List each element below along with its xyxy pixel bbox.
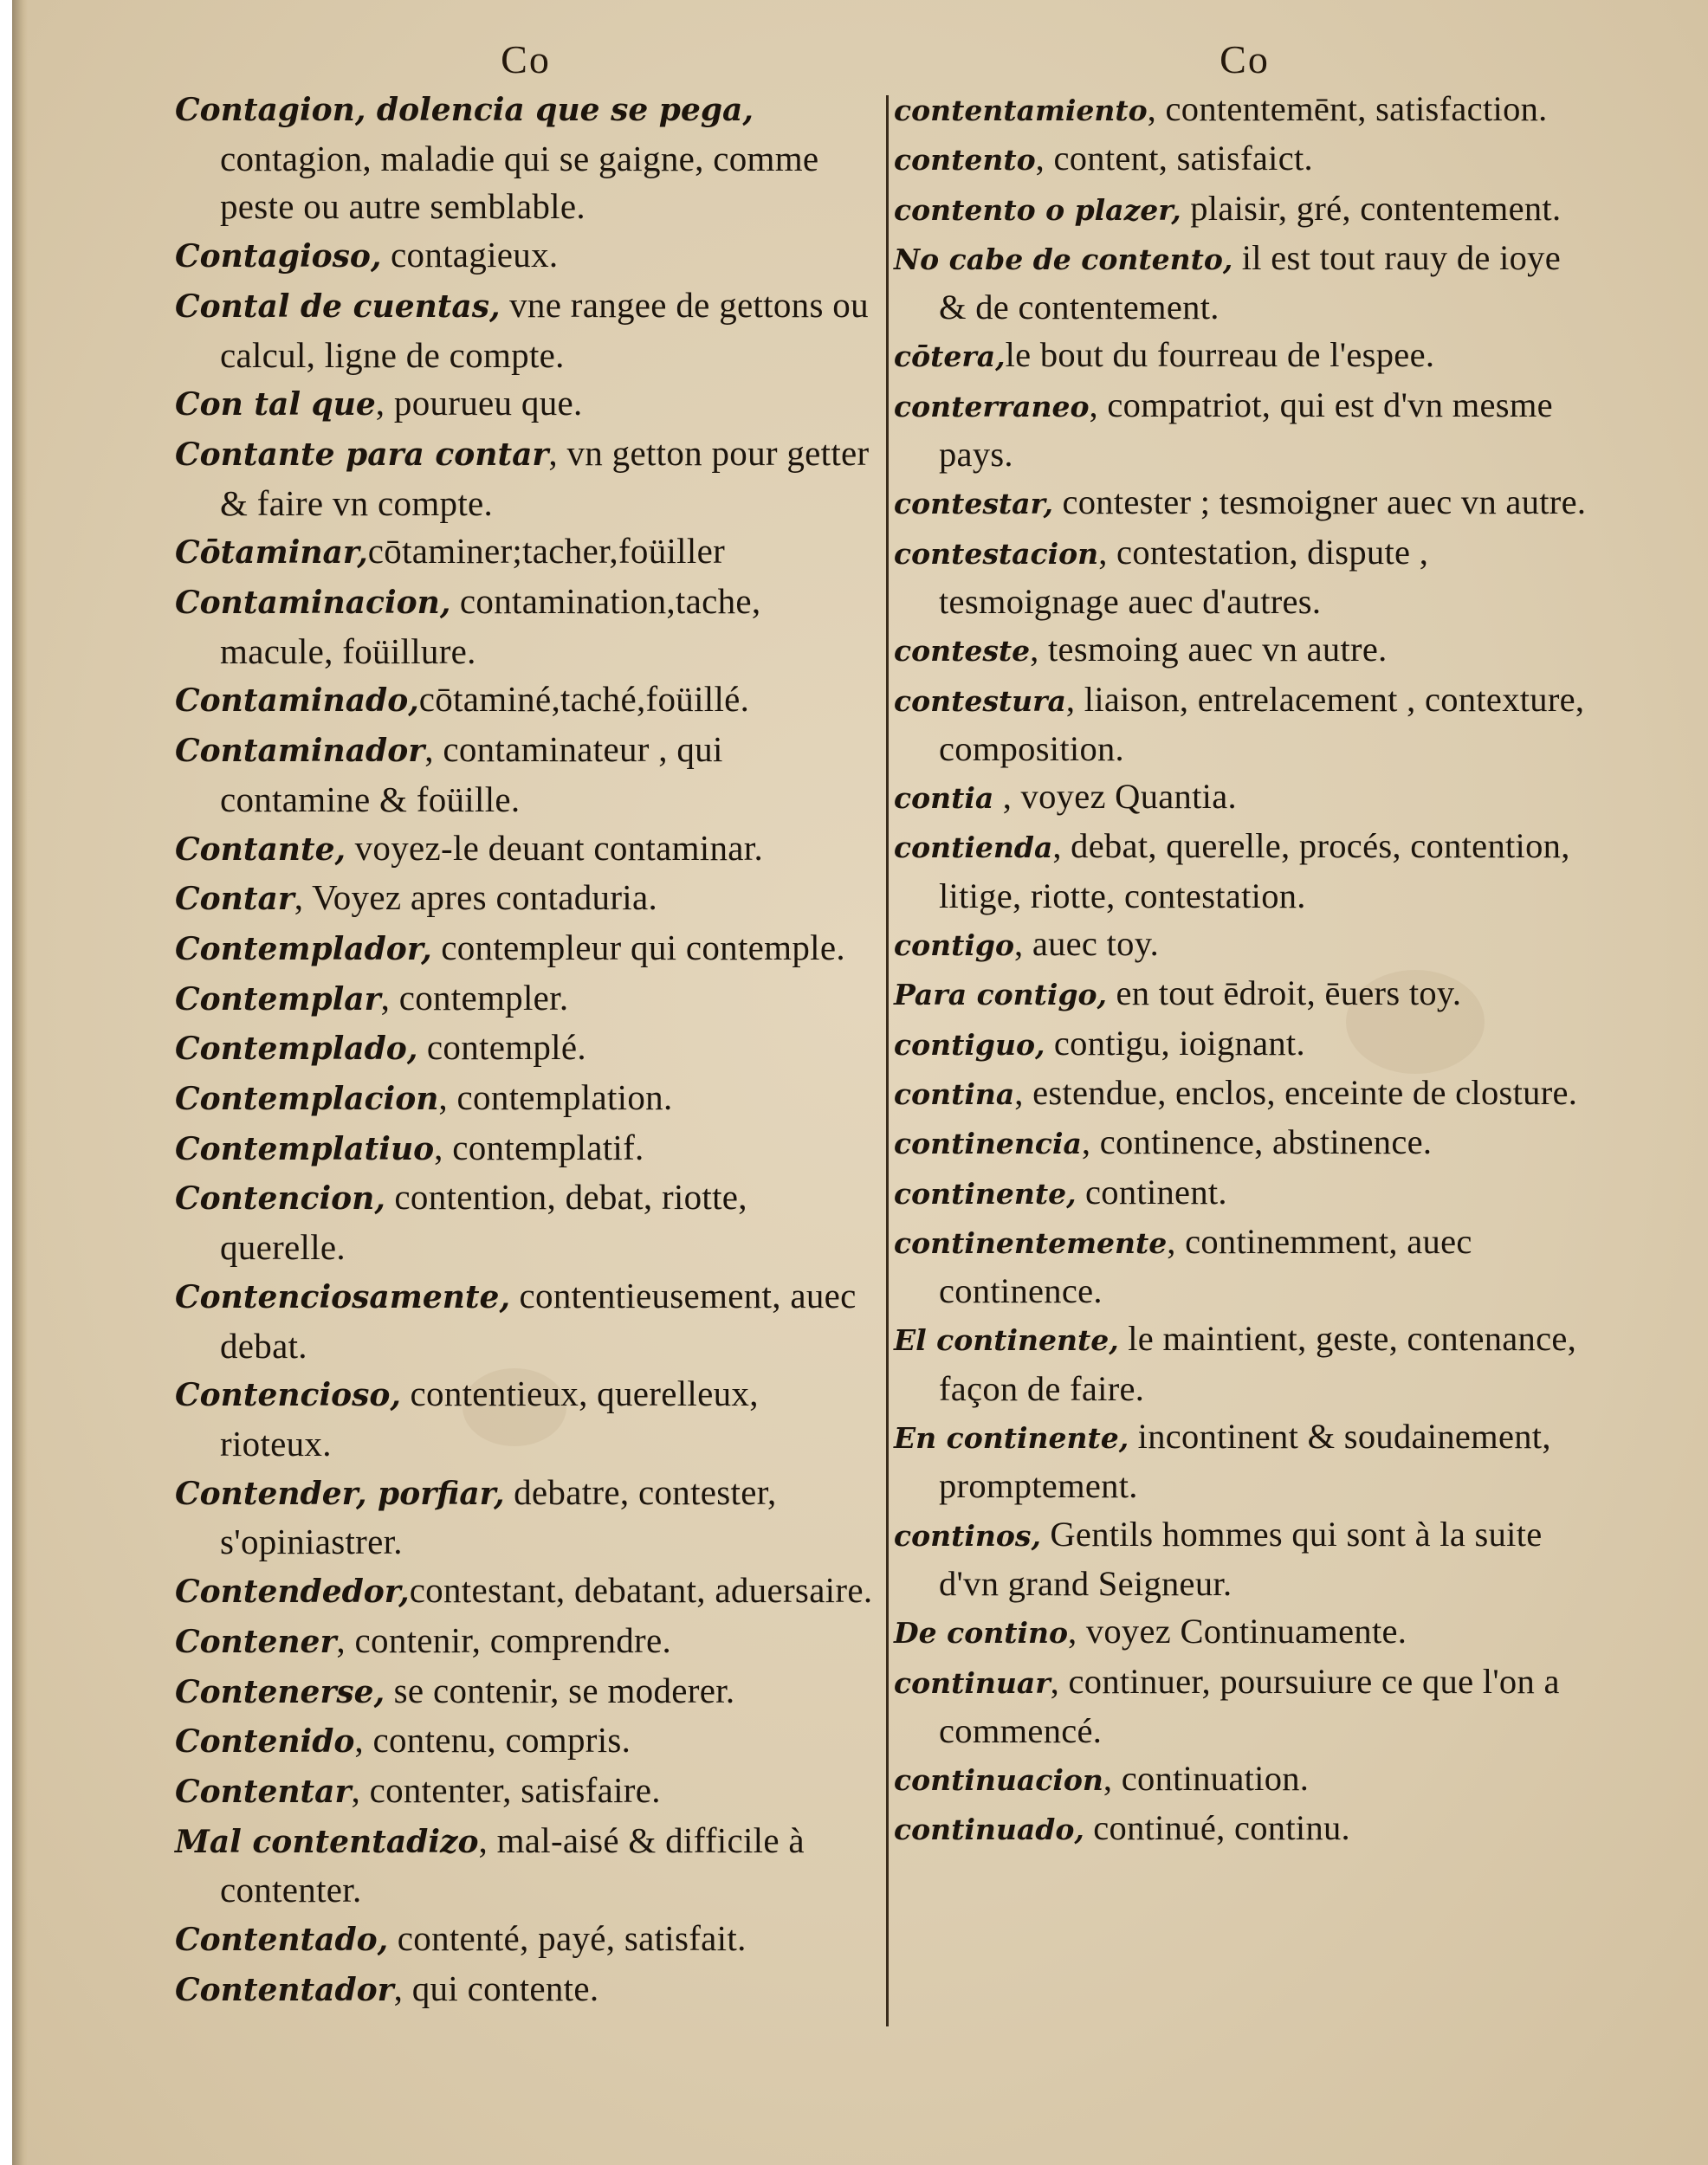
entry-headword: Contencioso, <box>175 1377 401 1414</box>
right-column-entries <box>894 85 1595 1854</box>
dictionary-entry <box>894 1658 1595 1755</box>
entry-headword: continente, <box>894 1176 1077 1211</box>
entry-definition: se contenir, se moderer. <box>385 1670 735 1710</box>
entry-headword: Contenciosamente, <box>175 1278 510 1315</box>
entry-definition: , estendue, enclos, enceinte de closture. <box>1014 1072 1578 1112</box>
dictionary-entry <box>894 1218 1595 1315</box>
entry-definition: , continemment, auec continence. <box>939 1221 1472 1311</box>
dictionary-entry <box>175 527 877 578</box>
entry-headword: Contaminacion, <box>175 585 451 622</box>
dictionary-entry <box>175 974 877 1024</box>
entry-definition: , voyez Quantia. <box>993 777 1237 817</box>
entry-definition: , contestation, dispute , tesmoignage auec d'autres. <box>939 532 1429 621</box>
entry-headword: Para contigo, <box>894 978 1108 1012</box>
dictionary-entry <box>894 822 1595 920</box>
entry-definition: cōtaminé,taché,foüillé. <box>418 679 750 720</box>
dictionary-entry <box>175 1272 877 1370</box>
entry-definition: cōtaminer;tacher,foüiller <box>367 531 726 572</box>
dictionary-entry <box>175 675 877 726</box>
entry-headword: Contar <box>175 881 294 918</box>
entry-headword: Contagioso, <box>175 238 382 275</box>
dictionary-entry <box>175 726 877 824</box>
entry-headword: Contagion, dolencia que se pega, <box>175 92 754 128</box>
dictionary-entry <box>175 1617 877 1667</box>
entry-headword: En continente, <box>894 1421 1129 1456</box>
entry-definition: vne rangee de gettons ou calcul, ligne de compte. <box>220 284 869 375</box>
dictionary-entry <box>894 1168 1595 1218</box>
entry-headword: Contencion, <box>175 1180 385 1218</box>
entry-definition: contention, debat, riotte, querelle. <box>220 1177 747 1268</box>
dictionary-entry <box>175 1817 877 1915</box>
dictionary-entry <box>175 1124 877 1174</box>
dictionary-entry <box>894 1118 1595 1167</box>
dictionary-entry <box>894 969 1595 1018</box>
page-gutter-edge <box>12 0 28 2165</box>
entry-definition: contester ; tesmoigner auec vn autre. <box>1053 482 1587 522</box>
dictionary-entry <box>894 184 1595 234</box>
entry-definition: , continuer, poursuiure ce que l'on a commencé. <box>939 1661 1560 1750</box>
entry-headword: Contaminador <box>175 733 425 770</box>
entry-definition: contentieusement, auec debat. <box>220 1275 857 1366</box>
entry-definition: , contenu, compris. <box>354 1720 631 1761</box>
entry-headword: continencia <box>894 1127 1082 1161</box>
entry-definition: , contempler. <box>380 977 569 1018</box>
dictionary-entry <box>175 1173 877 1271</box>
entry-headword: contestar, <box>894 487 1054 521</box>
entry-headword: Contemplador, <box>175 930 432 967</box>
entry-definition: continué, continu. <box>1084 1808 1350 1848</box>
dictionary-entry <box>894 1607 1595 1657</box>
entry-definition: , contenter, satisfaire. <box>351 1769 661 1810</box>
entry-headword: Contendedor, <box>175 1574 410 1611</box>
entry-headword: Cōtaminar, <box>175 534 368 572</box>
entry-headword: contienda <box>894 830 1053 865</box>
entry-headword: Contenerse, <box>175 1673 385 1710</box>
dictionary-entry <box>894 1510 1595 1608</box>
entry-definition: le bout du fourreau de l'espee. <box>1005 335 1435 375</box>
entry-definition: , compatriot, qui est d'vn mesme pays. <box>939 385 1553 475</box>
dictionary-entry <box>175 231 877 281</box>
entry-definition: contestant, debatant, aduersaire. <box>409 1570 873 1611</box>
entry-definition: en tout ēdroit, ēuers toy. <box>1107 973 1462 1013</box>
entry-headword: No cabe de contento, <box>894 242 1233 276</box>
dictionary-entry <box>894 1412 1595 1510</box>
entry-definition: , contemplation. <box>438 1077 673 1118</box>
entry-definition: , vn getton pour getter & faire vn compte. <box>220 432 870 523</box>
entry-headword: Contante, <box>175 830 346 868</box>
dictionary-entry <box>175 824 877 875</box>
entry-headword: conterraneo <box>894 389 1090 423</box>
entry-definition: voyez-le deuant contaminar. <box>346 827 764 868</box>
entry-headword: contiguo, <box>894 1027 1045 1062</box>
entry-definition: plaisir, gré, contentement. <box>1181 188 1562 228</box>
right-column-header: Co <box>1220 37 1270 81</box>
entry-definition: , Voyez apres contaduria. <box>294 877 658 918</box>
entry-definition: contempleur qui contemple. <box>431 927 845 967</box>
entry-headword: continuar <box>894 1665 1051 1700</box>
entry-headword: Contentador <box>175 1971 394 2008</box>
entry-definition: , mal-aisé & difficile à contenter. <box>220 1819 805 1910</box>
dictionary-entry <box>894 1019 1595 1069</box>
left-column-entries <box>175 85 877 2014</box>
dictionary-entry <box>894 381 1595 479</box>
entry-definition: il est tout rauy de ioye & de contentement. <box>939 237 1561 327</box>
dictionary-entry <box>175 1024 877 1074</box>
right-column <box>894 35 1595 1854</box>
entry-headword: continos, <box>894 1518 1041 1553</box>
dictionary-entry <box>894 134 1595 184</box>
dictionary-entry <box>894 1315 1595 1412</box>
dictionary-entry <box>894 528 1595 626</box>
dictionary-entry <box>894 625 1595 675</box>
entry-definition: Gentils hommes qui sont à la suite d'vn grand Seigneur. <box>939 1514 1543 1603</box>
entry-headword: conteste <box>894 634 1031 669</box>
entry-definition: , contaminateur , qui contamine & foüille. <box>220 729 723 819</box>
dictionary-entry <box>175 281 877 379</box>
entry-definition: contentieux, querelleux, rioteux. <box>220 1373 759 1464</box>
entry-headword: De contino <box>894 1616 1068 1651</box>
entry-definition: contenté, payé, satisfait. <box>388 1918 747 1959</box>
entry-definition: , content, satisfaict. <box>1035 139 1313 178</box>
entry-headword: continuado, <box>894 1813 1084 1847</box>
dictionary-entry <box>894 478 1595 527</box>
entry-definition: , continence, abstinence. <box>1081 1122 1433 1162</box>
dictionary-entry <box>175 1965 877 2015</box>
entry-definition: , liaison, entrelacement , contexture, composition. <box>939 679 1585 768</box>
dictionary-entry <box>175 379 877 430</box>
dictionary-entry <box>175 1074 877 1124</box>
entry-definition: contigu, ioignant. <box>1045 1023 1305 1063</box>
entry-headword: Contenido <box>175 1723 355 1761</box>
entry-definition: contemplé. <box>417 1027 586 1068</box>
entry-headword: cōtera, <box>894 339 1006 374</box>
dictionary-entry <box>175 1370 877 1468</box>
entry-headword: contento <box>894 143 1036 178</box>
book-page <box>12 0 1708 2165</box>
entry-headword: El continente, <box>894 1323 1119 1358</box>
left-column-header: Co <box>501 37 551 81</box>
dictionary-entry <box>894 234 1595 332</box>
entry-definition: , continuation. <box>1103 1759 1310 1799</box>
dictionary-entry <box>894 1804 1595 1853</box>
entry-definition: , contenir, comprendre. <box>336 1619 672 1660</box>
dictionary-entry <box>175 1469 877 1567</box>
dictionary-entry <box>894 920 1595 969</box>
entry-definition: le maintient, geste, contenance, façon de faire. <box>939 1319 1577 1408</box>
dictionary-entry <box>175 430 877 527</box>
entry-headword: Contante para contar <box>175 436 549 473</box>
entry-definition: , tesmoing auec vn autre. <box>1030 630 1388 669</box>
entry-headword: Contender, porfiar, <box>175 1475 505 1512</box>
dictionary-entry <box>894 675 1595 773</box>
entry-headword: Contemplatiuo <box>175 1130 435 1167</box>
entry-definition: contamination,tache, macule, foüillure. <box>220 581 761 671</box>
dictionary-entry <box>894 772 1595 822</box>
entry-headword: contia <box>894 781 994 816</box>
entry-headword: contento o plazer, <box>894 192 1181 227</box>
entry-definition: , debat, querelle, procés, contention, litige, riotte, contestation. <box>939 826 1570 915</box>
dictionary-entry <box>175 85 877 231</box>
entry-headword: Contemplado, <box>175 1031 418 1068</box>
dictionary-entry <box>894 85 1595 134</box>
entry-definition: , contentemēnt, satisfaction. <box>1147 89 1548 128</box>
entry-definition: , pourueu que. <box>375 383 583 423</box>
entry-definition: contagieux. <box>381 235 559 275</box>
column-divider <box>886 95 889 2026</box>
entry-headword: Contentar <box>175 1773 352 1810</box>
entry-headword: contestura <box>894 683 1066 718</box>
dictionary-entry <box>175 1567 877 1617</box>
entry-headword: Contaminado, <box>175 682 419 720</box>
entry-definition: , auec toy. <box>1013 924 1160 964</box>
dictionary-entry <box>894 331 1595 380</box>
entry-headword: Contentado, <box>175 1922 389 1959</box>
dictionary-entry <box>175 924 877 974</box>
entry-headword: continentemente <box>894 1225 1168 1260</box>
entry-headword: contigo <box>894 928 1014 963</box>
entry-headword: contentamiento <box>894 94 1148 127</box>
entry-headword: Contemplar <box>175 980 381 1018</box>
dictionary-entry <box>175 874 877 924</box>
entry-definition: , contemplatif. <box>434 1127 644 1167</box>
entry-definition: , qui contente. <box>393 1968 599 2008</box>
entry-definition: , voyez Continuamente. <box>1067 1612 1407 1651</box>
entry-definition: continent. <box>1076 1172 1227 1212</box>
entry-headword: continuacion <box>894 1763 1103 1798</box>
dictionary-entry <box>175 1767 877 1817</box>
left-column <box>175 35 877 2014</box>
dictionary-entry <box>894 1755 1595 1804</box>
entry-headword: Contal de cuentas, <box>175 288 501 325</box>
entry-headword: Contemplacion <box>175 1081 439 1118</box>
dictionary-entry <box>175 578 877 675</box>
entry-headword: Contener <box>175 1623 337 1660</box>
entry-definition: incontinent & soudainement, promptement. <box>939 1417 1551 1506</box>
entry-headword: contina <box>894 1076 1015 1111</box>
entry-headword: Con tal que <box>175 386 376 423</box>
entry-headword: contestacion <box>894 536 1099 571</box>
dictionary-entry <box>175 1716 877 1767</box>
dictionary-entry <box>175 1667 877 1717</box>
entry-definition: debatre, contester, s'opiniastrer. <box>220 1471 777 1562</box>
entry-headword: Mal contentadizo <box>175 1823 479 1860</box>
entry-definition: contagion, maladie qui se gaigne, comme peste ou autre semblable. <box>220 138 819 227</box>
dictionary-entry <box>175 1915 877 1965</box>
dictionary-entry <box>894 1069 1595 1118</box>
